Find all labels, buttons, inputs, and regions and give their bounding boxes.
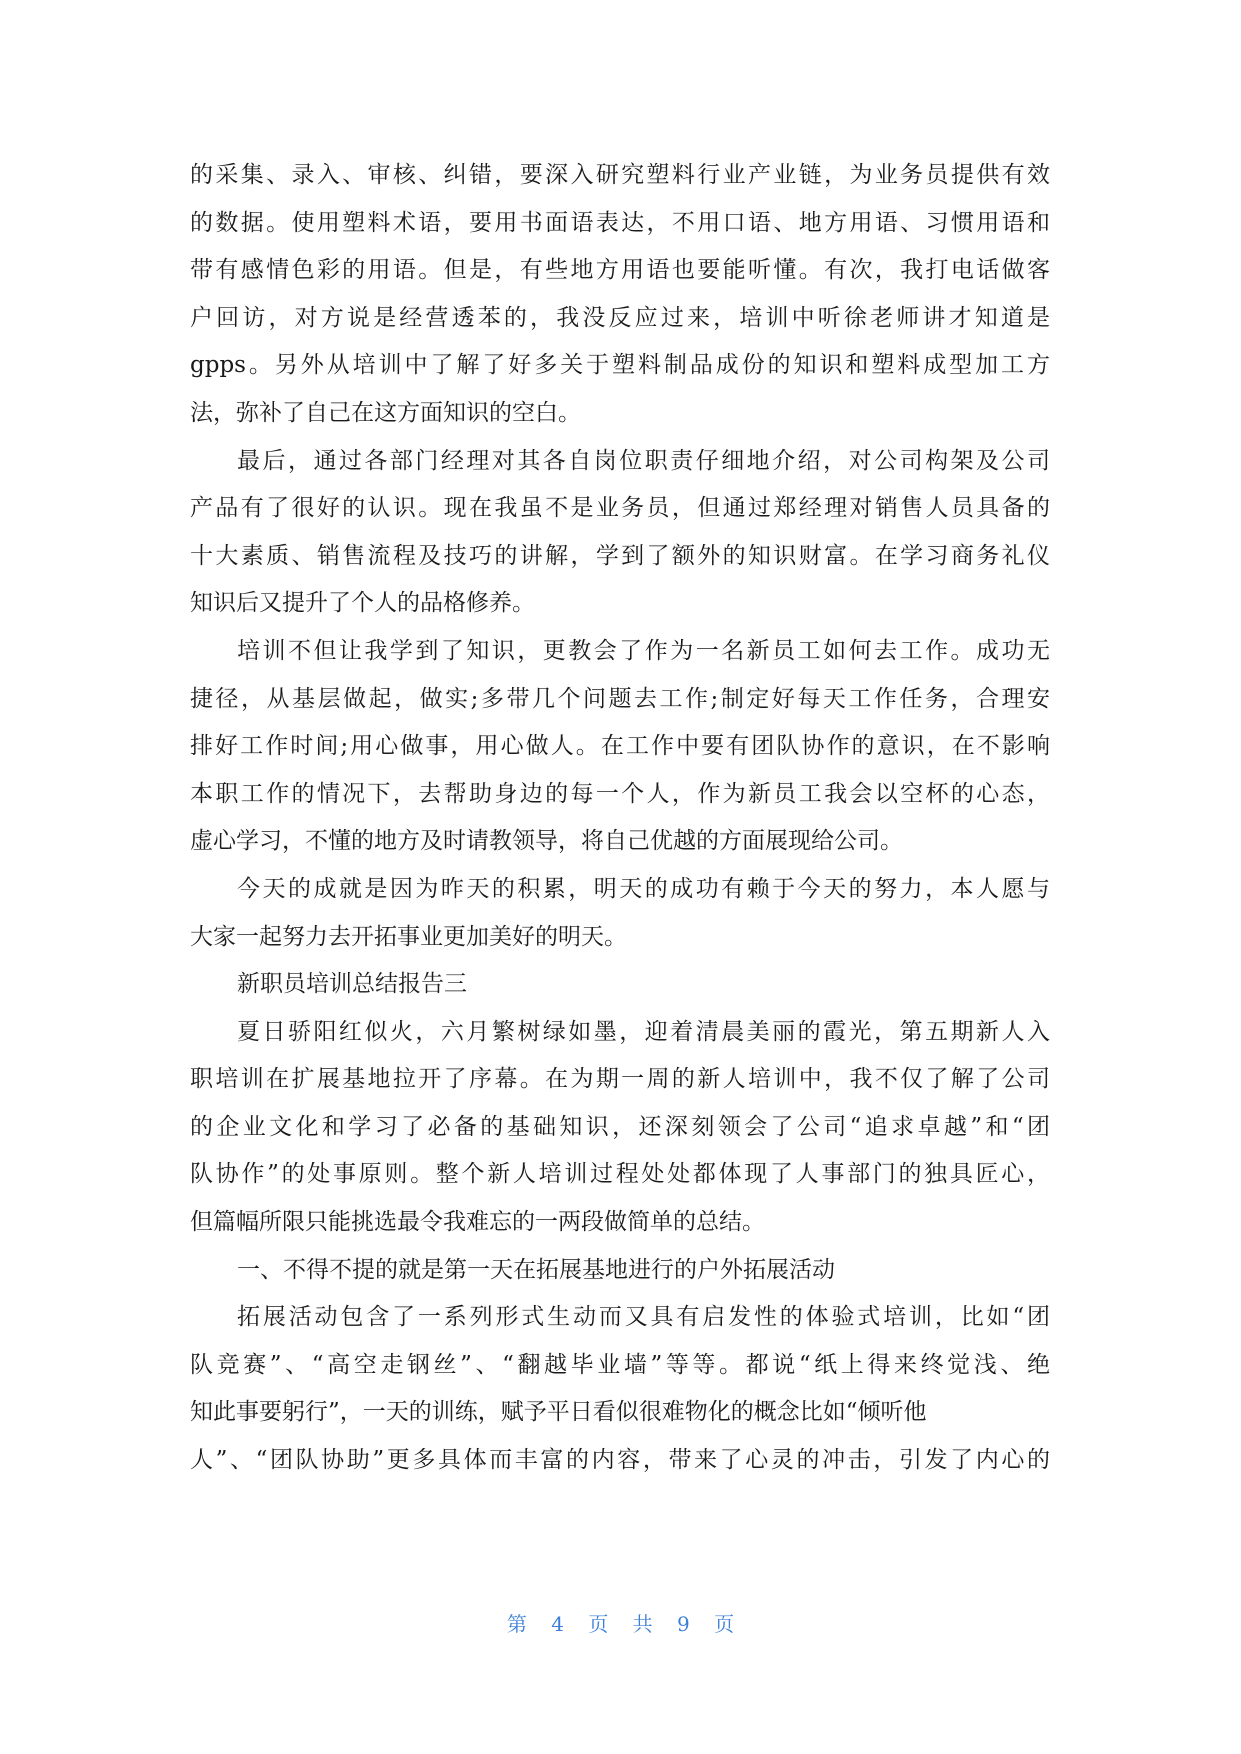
text-line: 人”、“团队协助”更多具体而丰富的内容，带来了心灵的冲击，引发了内心的 <box>190 1447 1050 1474</box>
footer-label-gong: 共 <box>632 1612 653 1636</box>
text-line: 今天的成就是因为昨天的积累，明天的成功有赖于今天的努力，本人愿与 <box>237 875 1050 902</box>
text-line: 大家一起努力去开拓事业更加美好的明天。 <box>190 923 627 950</box>
text-line: 职培训在扩展基地拉开了序幕。在为期一周的新人培训中，我不仅了解了公司 <box>190 1066 1050 1093</box>
text-line: 本职工作的情况下，去帮助身边的每一个人，作为新员工我会以空杯的心态， <box>190 780 1050 807</box>
text-line: 队协作”的处事原则。整个新人培训过程处处都体现了人事部门的独具匠心， <box>190 1161 1050 1188</box>
text-line: 夏日骄阳红似火，六月繁树绿如墨，迎着清晨美丽的霞光，第五期新人入 <box>237 1018 1050 1045</box>
text-line: 知识后又提升了个人的品格修养。 <box>190 590 535 617</box>
text-line: 户回访，对方说是经营透苯的，我没反应过来，培训中听徐老师讲才知道是 <box>190 304 1050 331</box>
text-line: 拓展活动包含了一系列形式生动而又具有启发性的体验式培训，比如“团 <box>237 1304 1050 1331</box>
text-line: 最后，通过各部门经理对其各自岗位职责仔细地介绍，对公司构架及公司 <box>237 447 1050 474</box>
text-line: 的采集、录入、审核、纠错，要深入研究塑料行业产业链，为业务员提供有效 <box>190 162 1050 188</box>
text-line: 新职员培训总结报告三 <box>237 971 467 998</box>
text-line: 虚心学习，不懂的地方及时请教领导，将自己优越的方面展现给公司。 <box>190 828 903 855</box>
footer-label-ye-2: 页 <box>714 1612 735 1636</box>
text-line: 的数据。使用塑料术语，要用书面语表达，不用口语、地方用语、习惯用语和 <box>190 209 1050 236</box>
page-footer <box>0 1608 1241 1637</box>
text-line: 知此事要躬行”，一天的训练，赋予平日看似很难物化的概念比如“倾听他 <box>190 1399 927 1426</box>
footer-current-page: 4 <box>551 1612 564 1636</box>
text-line: 排好工作时间;用心做事，用心做人。在工作中要有团队协作的意识，在不影响 <box>190 733 1050 760</box>
footer-total-pages: 9 <box>677 1612 690 1636</box>
text-line: 队竞赛”、“高空走钢丝”、“翻越毕业墙”等等。都说“纸上得来终觉浅、绝 <box>190 1351 1050 1378</box>
document-body <box>190 152 1050 1485</box>
text-line: 产品有了很好的认识。现在我虽不是业务员，但通过郑经理对销售人员具备的 <box>190 495 1050 522</box>
text-line: 的企业文化和学习了必备的基础知识，还深刻领会了公司“追求卓越”和“团 <box>190 1113 1050 1140</box>
text-line: 但篇幅所限只能挑选最令我难忘的一两段做简单的总结。 <box>190 1209 765 1236</box>
text-line: 捷径，从基层做起，做实;多带几个问题去工作;制定好每天工作任务，合理安 <box>190 685 1050 712</box>
text-line: 十大素质、销售流程及技巧的讲解，学到了额外的知识财富。在学习商务礼仪 <box>190 542 1050 569</box>
text-line: 带有感情色彩的用语。但是，有些地方用语也要能听懂。有次，我打电话做客 <box>190 257 1050 284</box>
text-line: 法，弥补了自己在这方面知识的空白。 <box>190 399 581 426</box>
text-line: gpps。另外从培训中了解了好多关于塑料制品成份的知识和塑料成型加工方 <box>190 352 1050 379</box>
footer-label-ye: 页 <box>588 1612 609 1636</box>
text-line: 培训不但让我学到了知识，更教会了作为一名新员工如何去工作。成功无 <box>237 637 1050 664</box>
text-line: 一、不得不提的就是第一天在拓展基地进行的户外拓展活动 <box>237 1256 835 1283</box>
footer-label-di: 第 <box>506 1612 527 1636</box>
